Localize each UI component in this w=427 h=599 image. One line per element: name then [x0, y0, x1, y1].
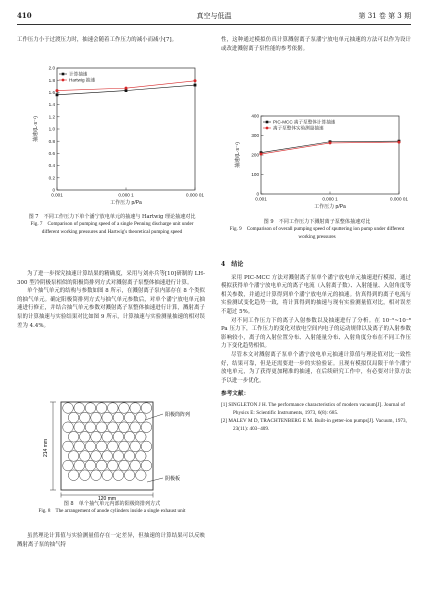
- legend-label: Hartwig 抽速: [69, 77, 96, 83]
- anode-cylinder: [80, 451, 91, 462]
- y-tick-label: 1.0: [48, 126, 55, 132]
- anode-cylinder: [102, 451, 113, 462]
- anode-cylinder: [102, 412, 113, 423]
- anode-cylinder: [85, 403, 96, 414]
- anode-cylinder: [74, 422, 85, 433]
- x-tick-label: 0.000 1: [322, 196, 338, 202]
- anode-cylinder: [91, 432, 102, 443]
- y-tick-label: 1.6: [48, 90, 55, 95]
- data-point: [398, 141, 401, 144]
- anode-cylinder: [108, 441, 119, 452]
- anode-cylinder: [141, 422, 152, 433]
- anode-cylinder: [124, 412, 135, 423]
- header-rule: [17, 24, 411, 25]
- anode-cylinder: [96, 441, 107, 452]
- page-number: 410: [17, 11, 32, 20]
- height-label: 214 mm: [43, 438, 49, 458]
- anode-cylinder: [74, 460, 85, 471]
- x-tick-label: 0.000 01: [390, 196, 408, 202]
- data-point: [125, 87, 128, 90]
- x-axis-label: 工作压力 p/Pa: [314, 204, 346, 210]
- plot-frame: [57, 68, 195, 190]
- y-tick-label: 200: [251, 152, 259, 158]
- y-tick-label: 0.8: [48, 138, 55, 144]
- anode-cylinder: [119, 422, 130, 433]
- fig8-anode-diagram: [17, 398, 207, 500]
- cathode-label: 阴极板: [165, 476, 181, 482]
- y-tick-label: 400: [251, 113, 259, 119]
- width-label: 120 mm: [97, 496, 117, 500]
- anode-cylinder: [80, 470, 91, 481]
- anode-cylinder: [80, 412, 91, 423]
- anode-cylinder: [130, 403, 141, 414]
- fig7-caption-en: Fig. 7 Comparison of pumping speed of a single Penning discharge unit under different working pressures and Hartwig's theoretical pumping speed: [30, 221, 194, 235]
- anode-label: 阳极筒阵列: [165, 412, 191, 418]
- anode-cylinder: [130, 441, 141, 452]
- x-tick-label: 0.001: [51, 192, 63, 198]
- anode-cylinder: [124, 470, 135, 481]
- journal-title: 真空与低温: [196, 12, 232, 20]
- paragraph: 性，这种通过模拟仿真计算溅射离子泵潘宁放电单元抽速的方法可以作为设计或改进溅射离子泵性能的参考依据。: [221, 37, 411, 52]
- references-heading: 参考文献：: [221, 391, 250, 398]
- anode-cylinder: [108, 460, 119, 471]
- paragraph: 对不同工作压力下的离子入射参数以及抽速进行了分析。在 10⁻⁵~10⁻⁸ Pa 压力下，工作压力的变化对放电空间内电子的运动规律以及离子的入射参数影响较小，离子的入射位置分布、入射能量分布、入射角度分布在不同工作压力下变化趋势相似。: [221, 317, 411, 350]
- reference-item: [1] SINGLETON J H. The performance characteristics of modern vacuum[J]. Journal of Physics E: Scientific Instruments, 1973, 6(8): 685.: [221, 401, 405, 416]
- left-middle-text: [17, 270, 205, 330]
- anode-cylinder: [108, 403, 119, 414]
- anode-cylinder: [119, 403, 130, 414]
- fig8-caption-en: Fig. 8 The arrangement of anode cylinders inside a single exhaust unit: [38, 508, 186, 515]
- left-top-text: [17, 36, 205, 45]
- anode-cylinder: [63, 422, 74, 433]
- anode-cylinder: [68, 412, 79, 423]
- legend-marker: [62, 73, 65, 76]
- anode-cylinder: [63, 403, 74, 414]
- anode-cylinder: [141, 441, 152, 452]
- anode-cylinder: [96, 460, 107, 471]
- y-tick-label: 2.0: [48, 65, 55, 71]
- fig9-chart: [221, 108, 411, 218]
- anode-cylinder: [96, 422, 107, 433]
- x-tick-label: 0.000 1: [118, 192, 134, 198]
- anode-cylinder: [102, 470, 113, 481]
- fig9-caption: [226, 219, 408, 241]
- y-tick-label: 0: [52, 187, 55, 193]
- running-header: [17, 11, 411, 22]
- anode-cylinder: [63, 460, 74, 471]
- anode-cylinder: [63, 441, 74, 452]
- anode-cylinder: [136, 412, 147, 423]
- fig8-caption: [22, 501, 202, 516]
- fig7-chart: [17, 62, 207, 212]
- anode-cylinder: [85, 422, 96, 433]
- legend-marker: [266, 127, 269, 130]
- anode-cylinder: [119, 441, 130, 452]
- volume-issue: 第 31 卷 第 3 期: [358, 12, 411, 20]
- anode-cylinder: [113, 432, 124, 443]
- legend-label: 离子泵整体实验测量抽速: [273, 125, 324, 131]
- data-point: [56, 89, 59, 92]
- anode-cylinder: [68, 451, 79, 462]
- anode-cylinder: [91, 451, 102, 462]
- anode-cylinder: [108, 422, 119, 433]
- anode-cylinder: [136, 470, 147, 481]
- y-tick-label: 0.2: [48, 175, 55, 181]
- y-tick-label: 1.8: [48, 77, 55, 83]
- y-tick-label: 100: [251, 172, 259, 178]
- paragraph: 工作压力小于过渡压力时，抽速会随着工作压力的减小而减小[7]。: [17, 37, 178, 43]
- anode-cylinder: [85, 460, 96, 471]
- anode-cylinder: [96, 403, 107, 414]
- anode-cylinder: [141, 403, 152, 414]
- data-point: [329, 141, 332, 144]
- anode-cylinder: [85, 441, 96, 452]
- anode-cylinder: [124, 432, 135, 443]
- anode-cylinder: [136, 432, 147, 443]
- anode-cylinder: [113, 470, 124, 481]
- anode-cylinder: [74, 403, 85, 414]
- anode-cylinder: [130, 460, 141, 471]
- legend-label: 计算抽速: [69, 71, 88, 77]
- fig8-caption-cn: 图 8 单个抽气单元内部的阳极筒排列方式: [63, 501, 161, 507]
- anode-cylinder: [113, 451, 124, 462]
- y-tick-label: 0.6: [48, 151, 55, 156]
- fig7-caption-cn: 图 7 不同工作压力下单个潘宁放电单元的抽速与 Hartwig 理论抽速对比: [28, 214, 196, 220]
- right-top-text: [221, 36, 411, 53]
- y-tick-label: 1.2: [48, 114, 55, 120]
- anode-cylinder: [80, 432, 91, 443]
- anode-cylinder: [141, 460, 152, 471]
- data-point: [56, 93, 59, 96]
- y-axis-label: 抽速/(L·s⁻¹): [235, 142, 241, 168]
- paragraph: 采用 PIC-MCC 方法对溅射离子泵单个潘宁放电单元抽速进行模拟，通过模拟获得单个潘宁放电单元的离子电流（入射离子数）、入射能量、入射角度等相关参数，并通过计算得到单个潘宁放电单元的抽速。仿真得到的离子电流与实验测试变化趋势一致，将计算得到的抽速与现有实验测量值对比，相对误差不超过 5%。: [221, 274, 411, 315]
- anode-cylinder: [124, 451, 135, 462]
- right-body-text: [221, 258, 411, 434]
- y-tick-label: 1.4: [48, 102, 55, 108]
- x-axis-label: 工作压力 p/Pa: [110, 200, 142, 206]
- anode-cylinder: [91, 412, 102, 423]
- x-tick-label: 0.000 01: [186, 192, 204, 198]
- y-tick-label: 300: [251, 133, 259, 139]
- data-point: [194, 84, 197, 87]
- anode-cylinder: [136, 451, 147, 462]
- anode-cylinder: [102, 432, 113, 443]
- paragraph: 单个抽气单元的结构与参数如图 8 所示，在溅射离子泵内部存在 8 个类似的抽气单元。确定阳极筒排列方式与抽气单元参数后，对单个潘宁放电单元抽速进行修正，并结合抽气单元参数对溅射离子泵整体抽速进行计算，溅射离子泵的计算抽速与实验结果对比如图 9 所示，计算抽速与实验测量抽速的相对误差为 4.4%。: [17, 288, 205, 329]
- data-point: [194, 79, 197, 82]
- x-tick-label: 0.001: [255, 196, 267, 202]
- y-tick-label: 0: [256, 191, 259, 197]
- fig9-caption-cn: 图 9 不同工作压力下溅射离子泵整体抽速对比: [263, 219, 371, 225]
- anode-cylinder: [113, 412, 124, 423]
- anode-cylinder: [91, 470, 102, 481]
- y-axis-label: 抽速/(L·s⁻¹): [33, 116, 39, 142]
- fig9-caption-en: Fig. 9 Comparison of overall pumping speed of sputtering ion pump under different working pressures: [229, 226, 405, 240]
- y-tick-label: 0.4: [48, 163, 55, 169]
- anode-cylinder: [68, 432, 79, 443]
- fig7-caption: [22, 214, 202, 236]
- section-heading-conclusion: 4 结论: [221, 261, 244, 268]
- paragraph: 为了进一步探究抽速计算结果的精确度，采用与刘亦兵等[10]研制的 LH-300 型冷阴极泵相似的阳极筒排列方式对溅射离子泵整体抽速进行计算。: [17, 271, 205, 286]
- legend-marker: [266, 121, 269, 124]
- left-bottom-text: [17, 532, 205, 549]
- anode-cylinder: [68, 470, 79, 481]
- legend-marker: [62, 79, 65, 82]
- legend-label: PIC-MCC 离子泵整体计算抽速: [273, 119, 336, 125]
- paragraph: 尽管本文对溅射离子泵单个潘宁放电单元抽速计算值与理论值对比一致性好，结果可靠，但是还需要进一步的实验验证。且现有模拟仅局限于单个潘宁放电单元，为了获得更加精准的抽速，在后续研究工作中，有必要对计算方法予以进一步优化。: [221, 351, 411, 384]
- data-point: [260, 153, 263, 156]
- anode-cylinder: [119, 460, 130, 471]
- paragraph: 虽然理论计算值与实验测量值存在一定差异，但抽速的计算结果可以反映溅射离子泵的抽气特: [17, 533, 205, 548]
- reference-item: [2] MALEV M D, TRACHTENBERG E M. Built-in getter-ion pumps[J]. Vacuum, 1973, 23(11): 403−409.: [221, 418, 407, 432]
- anode-cylinder: [74, 441, 85, 452]
- anode-cylinder: [130, 422, 141, 433]
